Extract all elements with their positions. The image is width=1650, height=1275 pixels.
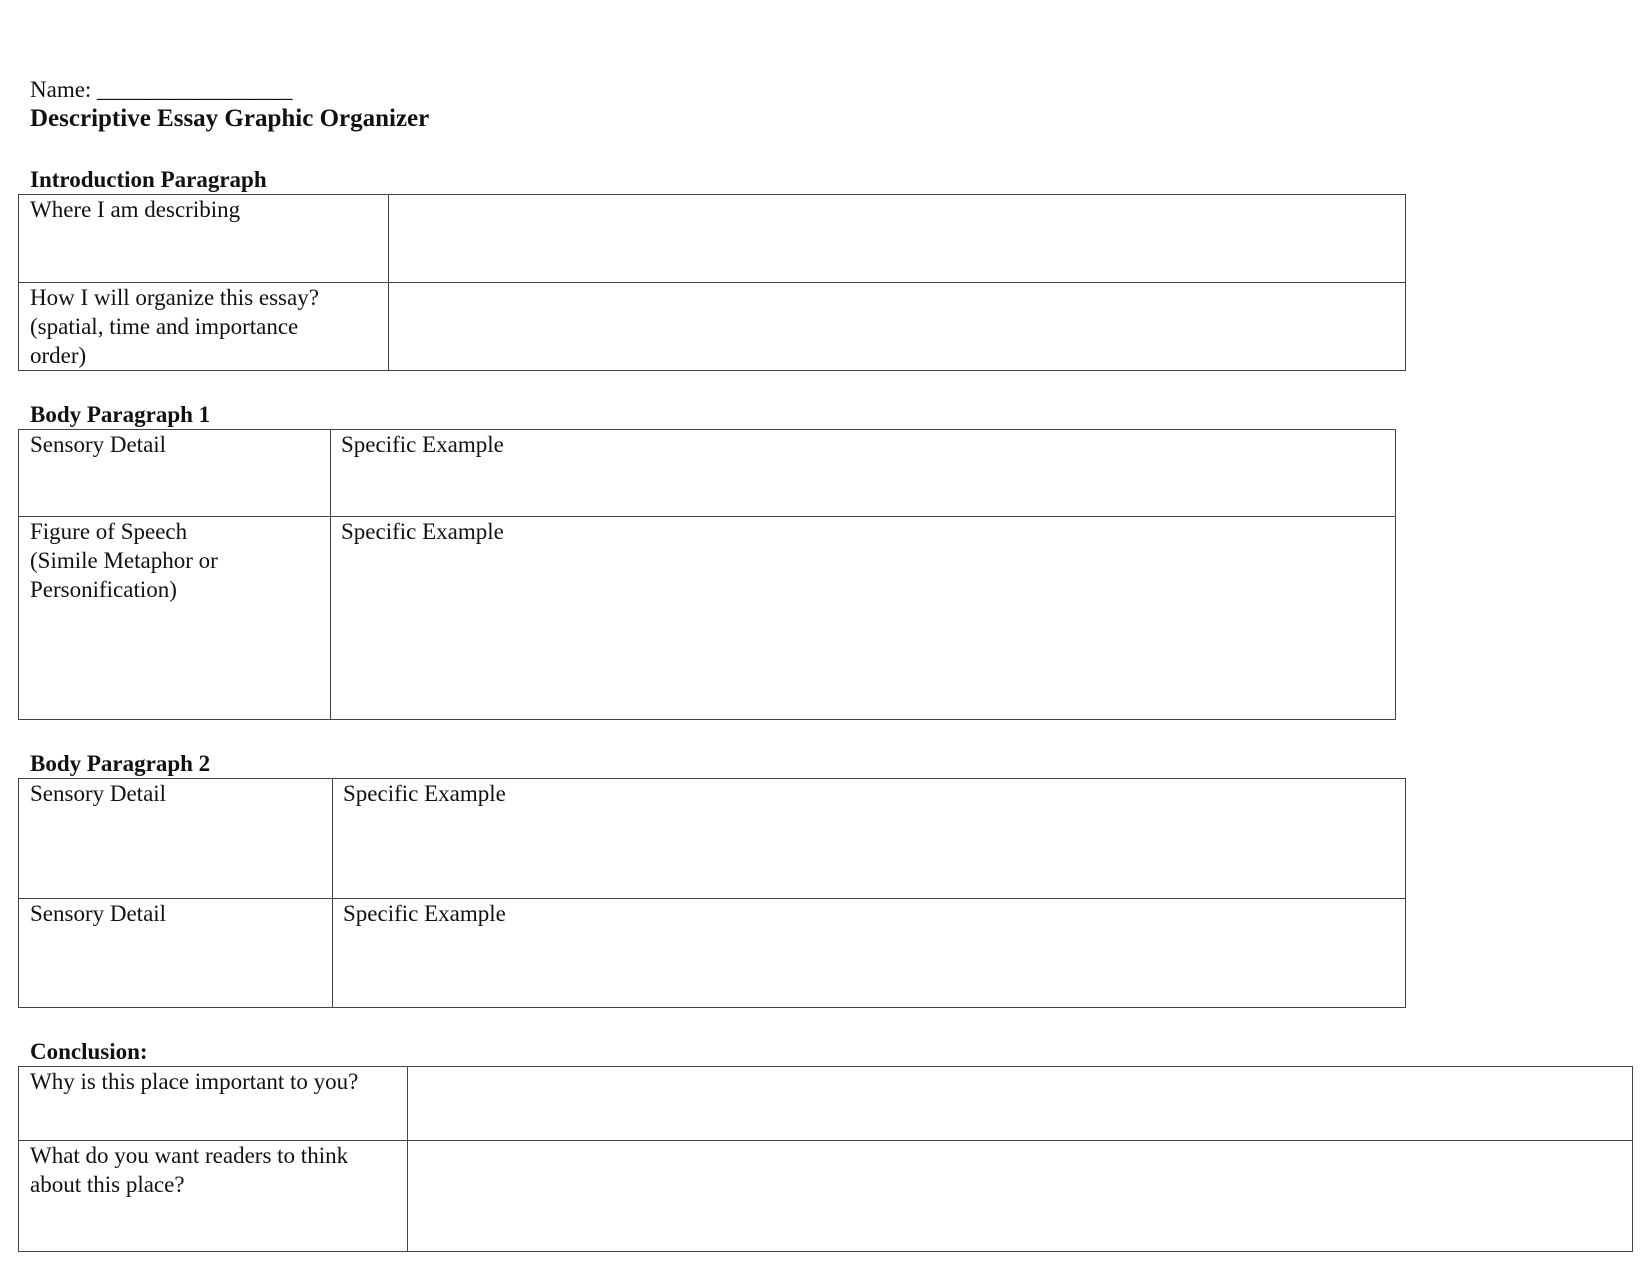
introduction-prompt-organize-line3: order) (30, 343, 87, 368)
introduction-heading: Introduction Paragraph (30, 167, 267, 192)
body1-figure-of-speech-label: Figure of Speech (30, 519, 188, 544)
body1-example-cell[interactable] (331, 517, 1396, 720)
introduction-table (18, 194, 1406, 371)
conclusion-prompt-readers-think: What do you want readers to think (30, 1143, 349, 1168)
conclusion-heading: Conclusion: (30, 1039, 148, 1064)
introduction-prompt-organize: How I will organize this essay? (30, 285, 319, 310)
conclusion-prompt-cell (19, 1067, 408, 1141)
name-field-label: Name: _________________ (30, 77, 293, 102)
conclusion-answer-cell[interactable] (408, 1067, 1633, 1141)
body1-prompt-cell (19, 430, 331, 517)
table-row (19, 430, 1396, 517)
introduction-answer-cell[interactable] (389, 283, 1406, 371)
introduction-prompt-cell (19, 195, 389, 283)
body2-specific-example-label: Specific Example (343, 781, 506, 806)
table-row (19, 283, 1406, 371)
body2-prompt-cell (19, 899, 333, 1008)
table-row (19, 1067, 1633, 1141)
table-row (19, 195, 1406, 283)
body1-example-cell[interactable] (331, 430, 1396, 517)
body1-sensory-detail-label: Sensory Detail (30, 432, 167, 457)
table-row (19, 779, 1406, 899)
table-row (19, 517, 1396, 720)
body-paragraph-2-table (18, 778, 1406, 1008)
body-paragraph-1-table (18, 429, 1396, 720)
body2-example-cell[interactable] (333, 899, 1406, 1008)
conclusion-prompt-cell (19, 1141, 408, 1252)
conclusion-answer-cell[interactable] (408, 1141, 1633, 1252)
table-row (19, 1141, 1633, 1252)
introduction-prompt-organize-line2: (spatial, time and importance (30, 314, 299, 339)
introduction-prompt-where: Where I am describing (30, 197, 241, 222)
body2-example-cell[interactable] (333, 779, 1406, 899)
body1-prompt-cell (19, 517, 331, 720)
body1-figure-of-speech-line3: Personification) (30, 577, 177, 602)
introduction-answer-cell[interactable] (389, 195, 1406, 283)
conclusion-prompt-readers-think-line2: about this place? (30, 1172, 185, 1197)
body2-sensory-detail-label: Sensory Detail (30, 901, 167, 926)
conclusion-table (18, 1066, 1633, 1252)
body1-specific-example-label: Specific Example (341, 519, 504, 544)
table-row (19, 899, 1406, 1008)
introduction-prompt-cell (19, 283, 389, 371)
page-title: Descriptive Essay Graphic Organizer (30, 105, 430, 132)
body2-prompt-cell (19, 779, 333, 899)
body-paragraph-1-heading: Body Paragraph 1 (30, 402, 211, 427)
conclusion-prompt-why-important: Why is this place important to you? (30, 1069, 359, 1094)
body2-sensory-detail-label: Sensory Detail (30, 781, 167, 806)
body2-specific-example-label: Specific Example (343, 901, 506, 926)
body1-specific-example-label: Specific Example (341, 432, 504, 457)
body1-figure-of-speech-line2: (Simile Metaphor or (30, 548, 218, 573)
body-paragraph-2-heading: Body Paragraph 2 (30, 751, 211, 776)
